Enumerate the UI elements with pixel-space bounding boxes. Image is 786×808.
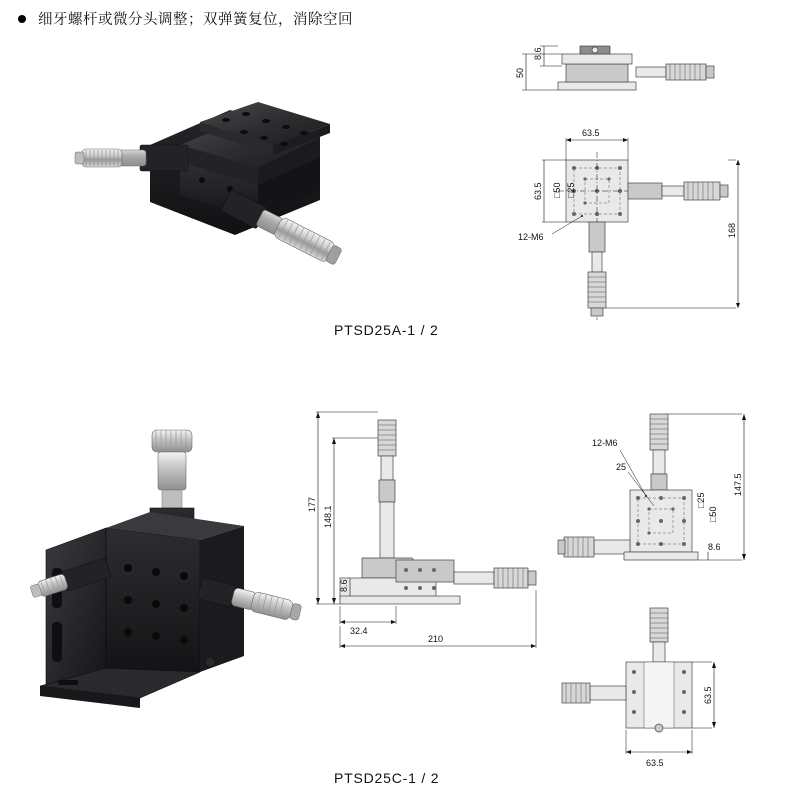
dim-50-front: 50 <box>515 67 525 78</box>
technical-drawing-ptsd25c <box>300 400 780 790</box>
bottom-view-ptsd25c <box>562 608 716 768</box>
header-bullet-row <box>18 8 353 29</box>
dim-8-6-side: 8.6 <box>339 579 349 592</box>
dim-147-5: 147.5 <box>733 473 743 496</box>
bullet-dot-icon <box>18 15 26 23</box>
dim-square-25-front: □25 <box>696 492 706 508</box>
front-view-ptsd25c <box>558 414 746 560</box>
product-photo-ptsd25c <box>10 400 310 720</box>
dim-63-5-bottom-horz: 63.5 <box>646 758 664 768</box>
dim-12-m6: 12-M6 <box>518 232 544 242</box>
dim-square-50: □50 <box>552 182 562 198</box>
dim-12-m6-front: 12-M6 <box>592 438 618 448</box>
dim-210: 210 <box>428 634 444 644</box>
front-view-ptsd25a <box>515 46 714 90</box>
dim-25-front: 25 <box>616 462 627 472</box>
dim-8-6-front-c: 8.6 <box>708 542 721 552</box>
dim-148-1: 148.1 <box>323 505 333 528</box>
dim-square-50-front: □50 <box>708 506 718 522</box>
product-photo-ptsd25a <box>30 50 410 300</box>
dim-32-4: 32.4 <box>350 626 368 636</box>
dim-63-5-top: 63.5 <box>582 128 600 138</box>
top-view-ptsd25a <box>518 128 740 320</box>
dim-177: 177 <box>307 496 317 512</box>
dim-168: 168 <box>727 222 737 238</box>
side-view-ptsd25c <box>307 412 536 648</box>
dim-63-5-bottom-vert: 63.5 <box>703 686 713 704</box>
figure-caption-ptsd25c: PTSD25C-1 / 2 <box>334 770 440 786</box>
dim-8-6-front: 8.6 <box>533 47 543 60</box>
figure-caption-ptsd25a: PTSD25A-1 / 2 <box>334 322 439 338</box>
dim-63-5-top-vert: 63.5 <box>533 182 543 200</box>
technical-drawing-ptsd25a <box>470 20 770 320</box>
header-text: 细牙螺杆或微分头调整；双弹簧复位，消除空回 <box>38 12 353 28</box>
dim-square-25: □25 <box>566 182 576 198</box>
